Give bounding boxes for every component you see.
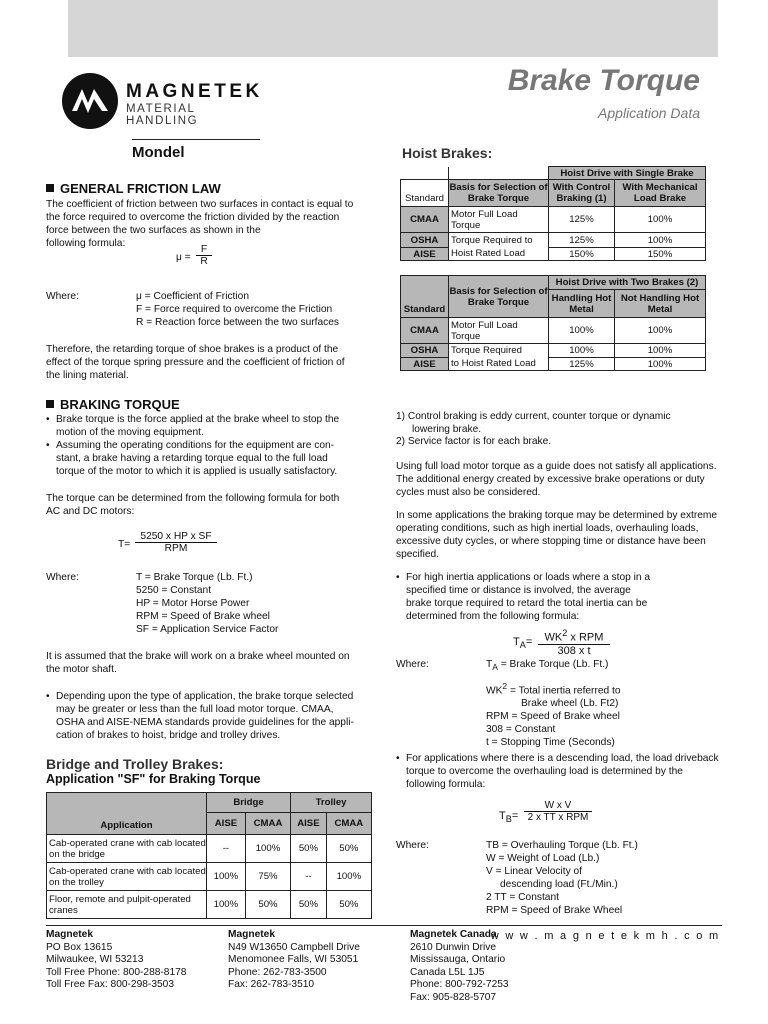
square-bullet-icon: [46, 400, 54, 408]
braking-where-list: T = Brake Torque (Lb. Ft.) 5250 = Constant HP = Motor Horse Power RPM = Speed of Brake wheel SF = Application Service Factor: [136, 572, 279, 635]
ta-formula-fraction: $WK^2$ x RPM 308 x t: [538, 628, 610, 657]
friction-where-label: Where:: [46, 291, 79, 302]
table-cell: 50%: [291, 835, 327, 863]
hoist-note-2: 2) Service factor is for each brake.: [396, 436, 552, 447]
table-row: [401, 318, 706, 344]
footer-address-milwaukee: Magnetek PO Box 13615 Milwaukee, WI 53213 Toll Free Phone: 800-288-8178 Toll Free Fax: 800-298-3503: [46, 929, 187, 991]
friction-intro: The coefficient of friction between two surfaces in contact is equal to the force required to overcome the friction divided by the reaction force between the two surfaces as shown in the following formula:: [46, 199, 354, 249]
inertia-bullet: [396, 571, 650, 623]
table-row: [401, 344, 706, 358]
table-row: [401, 207, 706, 233]
table-cell: Hoist Rated Load: [449, 248, 549, 261]
header-band: [68, 0, 718, 57]
bridge-trolley-table: [46, 792, 372, 919]
descending-bullet: [396, 752, 719, 791]
table-cell: 125%: [549, 207, 615, 233]
table1-col-basis: Basis for Selection of Brake Torque: [449, 180, 549, 207]
table-cell: 100%: [615, 207, 706, 233]
table-cell: OSHA: [401, 233, 449, 248]
table-cell: --: [207, 835, 246, 863]
bridge-trolley-subheading: Application "SF" for Braking Torque: [46, 772, 261, 786]
table-cell: 75%: [245, 863, 290, 891]
hoist-single-brake-table: [400, 166, 706, 261]
table2-col-basis: Basis for Selection of Brake Torque: [449, 276, 549, 318]
table-row: [401, 248, 706, 261]
table-cell: 100%: [207, 863, 246, 891]
table2-group-header: Hoist Drive with Two Brakes (2): [549, 276, 706, 290]
table-cell: 125%: [549, 233, 615, 248]
table2-col-standard: Standard: [401, 276, 449, 318]
braking-determined: The torque can be determined from the following formula for both AC and DC motors:: [46, 493, 340, 517]
company-name: MAGNETEK: [126, 81, 263, 102]
tb-where-list: TB = Overhauling Torque (Lb. Ft.) W = Weight of Load (Lb.) V = Linear Velocity of descending load (Ft./Min.) 2 TT = Constant RPM = Speed of Brake Wheel: [486, 840, 638, 916]
table-spacer: [401, 167, 449, 180]
table-cell: Cab-operated crane with cab located on the bridge: [47, 835, 207, 863]
table-cell: 125%: [549, 358, 615, 371]
table-cell: 100%: [615, 318, 706, 344]
list-item: • Depending upon the type of application, the brake torque selected may be greater or less than the full load motor torque. CMAA, OSHA and AISE-NEMA standards provide guidelines for the appli- cation of brakes to hoist, bridge and trolley drives.: [46, 690, 354, 742]
braking-formula-fraction: 5250 x HP x SF RPM: [135, 531, 217, 554]
table-cell: 100%: [615, 358, 706, 371]
table-row: [401, 233, 706, 248]
bridge-trolley-heading: Bridge and Trolley Brakes:: [46, 756, 224, 772]
col-bridge-aise: AISE: [207, 813, 246, 835]
table-cell: Torque Required to: [449, 233, 549, 248]
table-row: [47, 835, 372, 863]
table-row: [47, 863, 372, 891]
col-trolley: Trolley: [291, 793, 372, 813]
col-application: Application: [47, 793, 207, 835]
ta-formula-lhs: $T_A=$: [513, 636, 533, 651]
table-cell: 100%: [207, 891, 246, 919]
table-cell: 100%: [326, 863, 371, 891]
table-cell: 50%: [326, 891, 371, 919]
table2-col-not-hot: Not Handling Hot Metal: [615, 290, 706, 318]
col-bridge: Bridge: [207, 793, 291, 813]
list-item: • For high inertia applications or loads where a stop in a specified time or distance is involved, the average brake torque required to retard the total inertia can be determined from the following formula:: [396, 571, 650, 623]
table-cell: AISE: [401, 358, 449, 371]
logo-icon: [62, 73, 118, 129]
extreme-conditions-paragraph: In some applications the braking torque may be determined by extreme operating conditions, such as high inertial loads, overhauling loads, excessive duty cycles, or where stopping time or distance have been specified.: [396, 510, 718, 560]
document-subtitle: Application Data: [598, 105, 700, 121]
list-item: • Assuming the operating conditions for the equipment are con- stant, a brake having a retarding torque equal to the full load torque of the motor to which it is applied is usually satisfactory.: [46, 439, 339, 478]
braking-heading: BRAKING TORQUE: [46, 397, 180, 412]
friction-formula-lhs: μ =: [176, 252, 191, 263]
braking-bullet-standards: [46, 690, 354, 742]
brand-rule: [132, 139, 260, 140]
company-division: MATERIAL HANDLING: [126, 103, 199, 127]
table-cell: --: [291, 863, 327, 891]
tb-where-label: Where:: [396, 840, 429, 851]
brand-name: Mondel: [132, 144, 185, 161]
table-cell: Floor, remote and pulpit-operated cranes: [47, 891, 207, 919]
ta-where-label: Where:: [396, 659, 429, 670]
document-title: Brake Torque: [507, 64, 700, 97]
table-cell: OSHA: [401, 344, 449, 358]
ta-where-list: $T_A$ = Brake Torque (Lb. Ft.) $WK^2$ = Total inertia referred to Brake wheel (Lb. Ft2) RPM = Speed of Brake wheel 308 = Constant t = Stopping Time (Seconds): [486, 659, 621, 749]
table1-col-mechanical: With Mechanical Load Brake: [615, 180, 706, 207]
tb-formula-lhs: $T_B=$: [499, 810, 519, 825]
table-cell: Motor Full Load Torque: [449, 318, 549, 344]
friction-therefore: Therefore, the retarding torque of shoe brakes is a product of the effect of the torque spring pressure and the coefficient of friction of the lining material.: [46, 344, 345, 381]
table-cell: 100%: [615, 344, 706, 358]
square-bullet-icon: [46, 184, 54, 192]
table-cell: 50%: [326, 835, 371, 863]
list-item: • For applications where there is a descending load, the load driveback torque to overcome the overhauling load is determined by the following formula:: [396, 752, 719, 791]
table-cell: Motor Full Load Torque: [449, 207, 549, 233]
braking-formula-lhs: T=: [118, 539, 131, 550]
table-cell: to Hoist Rated Load: [449, 358, 549, 371]
table-row: [401, 358, 706, 371]
braking-where-label: Where:: [46, 572, 79, 583]
table-cell: 100%: [245, 835, 290, 863]
col-trolley-cmaa: CMAA: [326, 813, 371, 835]
hoist-two-brakes-table: [400, 275, 706, 371]
friction-heading: GENERAL FRICTION LAW: [46, 181, 221, 196]
friction-where-list: μ = Coefficient of Friction F = Force required to overcome the Friction R = Reaction force between the two surfaces: [136, 291, 340, 328]
table-cell: 100%: [549, 344, 615, 358]
table-spacer: [449, 167, 549, 180]
footer-address-canada: Magnetek Canada 2610 Dunwin Drive Mississauga, Ontario Canada L5L 1J5 Phone: 800-792-7253 Fax: 905-828-5707: [410, 929, 509, 1003]
hoist-note-1: 1) Control braking is eddy current, counter torque or dynamic lowering brake.: [396, 411, 671, 435]
braking-bullets: [46, 413, 339, 478]
table-cell: CMAA: [401, 318, 449, 344]
table-row: [47, 891, 372, 919]
list-item: • Brake torque is the force applied at the brake wheel to stop the motion of the moving equipment.: [46, 413, 339, 439]
magnetek-logo: [62, 73, 262, 129]
tb-formula-fraction: W x V 2 x TT x RPM: [524, 800, 592, 823]
table-cell: AISE: [401, 248, 449, 261]
table1-group-header: Hoist Drive with Single Brake: [549, 167, 706, 180]
table-cell: 150%: [615, 248, 706, 261]
table-cell: 50%: [245, 891, 290, 919]
hoist-heading: Hoist Brakes:: [402, 145, 493, 161]
full-load-paragraph: Using full load motor torque as a guide does not satisfy all applications. The additional energy created by excessive brake operations or duty cycles must also be considered.: [396, 461, 717, 498]
table1-col-standard: Standard: [401, 180, 449, 207]
friction-formula-fraction: $\frac{F}{R}$: [196, 244, 212, 267]
table-cell: Torque Required: [449, 344, 549, 358]
table-cell: CMAA: [401, 207, 449, 233]
table-cell: 100%: [549, 318, 615, 344]
website-link[interactable]: w w w . m a g n e t e k m h . c o m: [490, 930, 720, 942]
footer-address-menomonee: Magnetek N49 W13650 Campbell Drive Menomonee Falls, WI 53051 Phone: 262-783-3500 Fax: 262-783-3510: [228, 929, 360, 991]
footer-rule: [46, 925, 722, 926]
braking-assumed: It is assumed that the brake will work on a brake wheel mounted on the motor shaft.: [46, 651, 350, 675]
table1-col-control: With Control Braking (1): [549, 180, 615, 207]
col-bridge-cmaa: CMAA: [245, 813, 290, 835]
table-cell: Cab-operated crane with cab located on the trolley: [47, 863, 207, 891]
table2-col-hot: Handling Hot Metal: [549, 290, 615, 318]
table-cell: 50%: [291, 891, 327, 919]
col-trolley-aise: AISE: [291, 813, 327, 835]
table-cell: 100%: [615, 233, 706, 248]
table-cell: 150%: [549, 248, 615, 261]
